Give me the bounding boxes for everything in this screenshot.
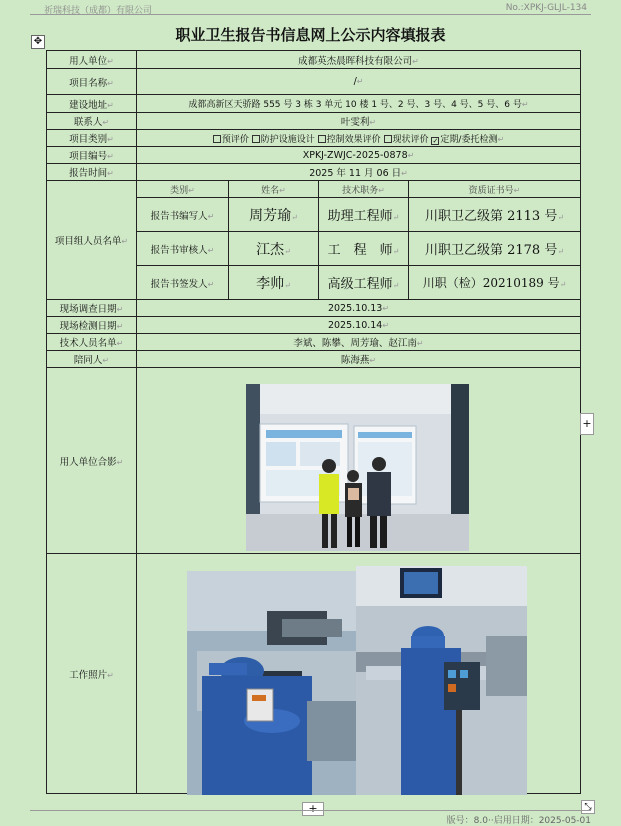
team-row-role: 报告书审核人↵ [137,232,229,266]
escort-label: 陪同人↵ [47,351,137,368]
category-option-status-eval[interactable]: 现状评价 [384,135,429,145]
footer-rule [30,810,591,811]
test-date-value[interactable]: 2025.10.14↵ [137,317,581,334]
category-label: 项目类别↵ [47,130,137,147]
address-value[interactable]: 成都高新区天骄路 555 号 3 栋 3 单元 10 楼 1 号、2 号、3 号、4 号、5 号、6 号↵ [137,95,581,113]
address-label: 建设地址↵ [47,95,137,113]
work-photo-right[interactable] [356,566,527,795]
category-option-periodic-test[interactable]: ✓ 定期/委托检测 [432,134,498,145]
checked-checkbox-icon[interactable]: ✓ [432,136,439,145]
category-option-control-eval[interactable]: 控制效果评价 [318,135,381,145]
work-photo-left[interactable] [187,571,356,795]
team-row-title[interactable]: 助理工程师↵ [319,198,409,232]
group-photo-label: 用人单位合影↵ [47,368,137,554]
add-row-icon[interactable]: + [302,802,324,816]
employer-value[interactable]: 成都英杰晨晖科技有限公司↵ [137,51,581,69]
tech-staff-value[interactable]: 李斌、陈攀、周芳瑜、赵江南↵ [137,334,581,351]
survey-date-value[interactable]: 2025.10.13↵ [137,300,581,317]
team-header-title: 技术职务↵ [319,181,409,198]
work-photo-label: 工作照片↵ [47,554,137,794]
header-company: 祈瑞科技（成都）有限公司 [44,6,153,16]
contact-value[interactable]: 叶雯利↵ [137,113,581,130]
team-row-role: 报告书编写人↵ [137,198,229,232]
checkbox-icon[interactable] [384,135,392,143]
team-header-role: 类别↵ [137,181,229,198]
checkbox-icon[interactable] [213,135,221,143]
checkbox-icon[interactable] [318,135,326,143]
category-options: 预评价 防护设施设计 控制效果评价 现状评价 ✓ 定期/委托检测↵ [137,130,581,147]
project-name-value[interactable]: /↵ [137,69,581,95]
escort-value[interactable]: 陈海燕↵ [137,351,581,368]
team-row-cert[interactable]: 川职卫乙级第 2113 号↵ [409,198,581,232]
report-date-value[interactable]: 2025 年 11 月 06 日↵ [137,164,581,181]
checkbox-icon[interactable] [252,135,260,143]
team-row-name[interactable]: 周芳瑜↵ [229,198,319,232]
team-row-title[interactable]: 工 程 师↵ [319,232,409,266]
tech-staff-label: 技术人员名单↵ [47,334,137,351]
team-row-title[interactable]: 高级工程师↵ [319,266,409,300]
resize-handle-icon[interactable]: ⤡ [581,800,595,814]
category-option-pre-eval[interactable]: 预评价 [213,135,249,145]
group-photo[interactable] [246,384,469,551]
page-title: 职业卫生报告书信息网上公示内容填报表 [175,26,446,44]
report-date-label: 报告时间↵ [47,164,137,181]
employer-label: 用人单位↵ [47,51,137,69]
header-rule [30,14,591,15]
test-date-label: 现场检测日期↵ [47,317,137,334]
team-header-name: 姓名↵ [229,181,319,198]
table-move-handle-icon[interactable]: ✥ [31,35,45,49]
contact-label: 联系人↵ [47,113,137,130]
project-name-label: 项目名称↵ [47,69,137,95]
header-doc-number: No.:XPKJ-GLJL-134 [505,3,587,13]
team-row-role: 报告书签发人↵ [137,266,229,300]
project-no-value[interactable]: XPKJ-ZWJC-2025-0878↵ [137,147,581,164]
team-row-name[interactable]: 李帅↵ [229,266,319,300]
team-label: 项目组人员名单↵ [47,181,137,300]
team-row-cert[interactable]: 川职卫乙级第 2178 号↵ [409,232,581,266]
team-row-name[interactable]: 江杰↵ [229,232,319,266]
team-row-cert[interactable]: 川职（检）20210189 号↵ [409,266,581,300]
survey-date-label: 现场调查日期↵ [47,300,137,317]
footer-version: 版号：8.0··启用日期：2025-05-01 [446,816,591,826]
team-header-cert: 资质证书号↵ [409,181,581,198]
add-column-icon[interactable]: + [580,413,594,435]
project-no-label: 项目编号↵ [47,147,137,164]
category-option-protection-design[interactable]: 防护设施设计 [252,135,315,145]
